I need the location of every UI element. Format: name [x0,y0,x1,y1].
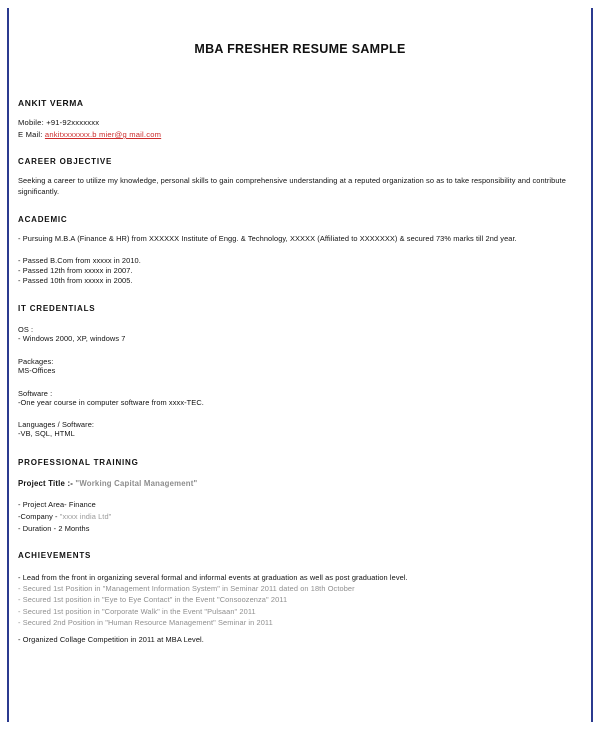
contact-email-label: E Mail: [18,130,43,139]
it-group-software [18,389,582,409]
resume-content [18,30,582,645]
project-detail-value: Finance [68,500,96,510]
it-group-value: MS-Offices [18,366,56,376]
section-heading-it-credentials: IT CREDENTIALS [18,304,96,314]
it-group-value: -One year course in computer software from xxxx-TEC. [18,397,204,407]
page-border-left [7,8,9,722]
project-detail-label: - Project Area- [18,500,67,510]
project-detail-value: 2 Months [58,524,90,534]
project-detail-row [18,500,582,509]
list-item: - Passed 12th from xxxxx in 2007. [18,266,133,276]
it-group-label: Languages / Software: [18,420,95,430]
academic-list [18,256,582,286]
list-item: - Secured 1st Position in "Management Information System" in Seminar 2011 dated on 18th October [18,584,355,594]
section-heading-academic: ACADEMIC [18,215,68,225]
it-group-languages [18,420,582,440]
it-group-label: Software : [18,388,53,398]
contact-mobile: Mobile: +91-92xxxxxxx [18,118,100,127]
project-title-value: "Working Capital Management" [75,479,198,489]
it-group-value: -VB, SQL, HTML [18,429,75,439]
page-title: MBA FRESHER RESUME SAMPLE [194,42,406,56]
project-detail-row [18,524,582,533]
it-group-packages [18,357,582,377]
list-item: - Lead from the front in organizing several formal and informal events at graduation as well as post graduation level. [18,573,408,583]
project-title-row [18,479,582,488]
list-item: - Secured 2nd Position in "Human Resource Management" Seminar in 2011 [18,617,273,627]
academic-primary: - Pursuing M.B.A (Finance & HR) from XXXXXX Institute of Engg. & Technology, XXXXX (Affiliated to XXXXXXX) & secured 73% marks till 2nd year. [18,234,517,244]
it-group-value: - Windows 2000, XP, windows 7 [18,334,126,344]
project-details [18,500,582,533]
list-item: - Organized Collage Competition in 2011 at MBA Level. [18,634,204,644]
list-item: - Secured 1st position in "Corporate Walk" in the Event "Pulsaan" 2011 [18,606,256,616]
project-title-label: Project Title :- [18,479,74,489]
list-item: - Secured 1st position in "Eye to Eye Contact" in the Event "Consoozenza" 2011 [18,595,288,605]
project-detail-row [18,512,582,521]
it-group-os [18,325,582,345]
section-heading-achievements: ACHIEVEMENTS [18,551,92,561]
achievements-list [18,572,582,645]
it-group-label: Packages: [18,357,54,367]
contact-email-link[interactable]: ankitxxxxxxx.b mier@g mail.com [44,130,162,139]
project-detail-label: -Company - [18,512,58,522]
project-detail-value: "xxxx india Ltd" [59,512,112,522]
candidate-name: ANKIT VERMA [18,98,84,108]
project-detail-label: - Duration - [18,524,57,534]
page-border-right [591,8,593,722]
list-item: - Passed 10th from xxxxx in 2005. [18,276,133,286]
it-group-label: OS : [18,325,34,335]
contact-email-row [18,130,582,139]
list-item: - Passed B.Com from xxxxx in 2010. [18,256,141,266]
section-heading-career-objective: CAREER OBJECTIVE [18,157,113,166]
section-heading-professional-training: PROFESSIONAL TRAINING [18,458,139,468]
career-objective-text: Seeking a career to utilize my knowledge, personal skills to gain comprehensive understanding at a reputed organization so as to take responsibility and contribute significantly. [18,176,566,197]
